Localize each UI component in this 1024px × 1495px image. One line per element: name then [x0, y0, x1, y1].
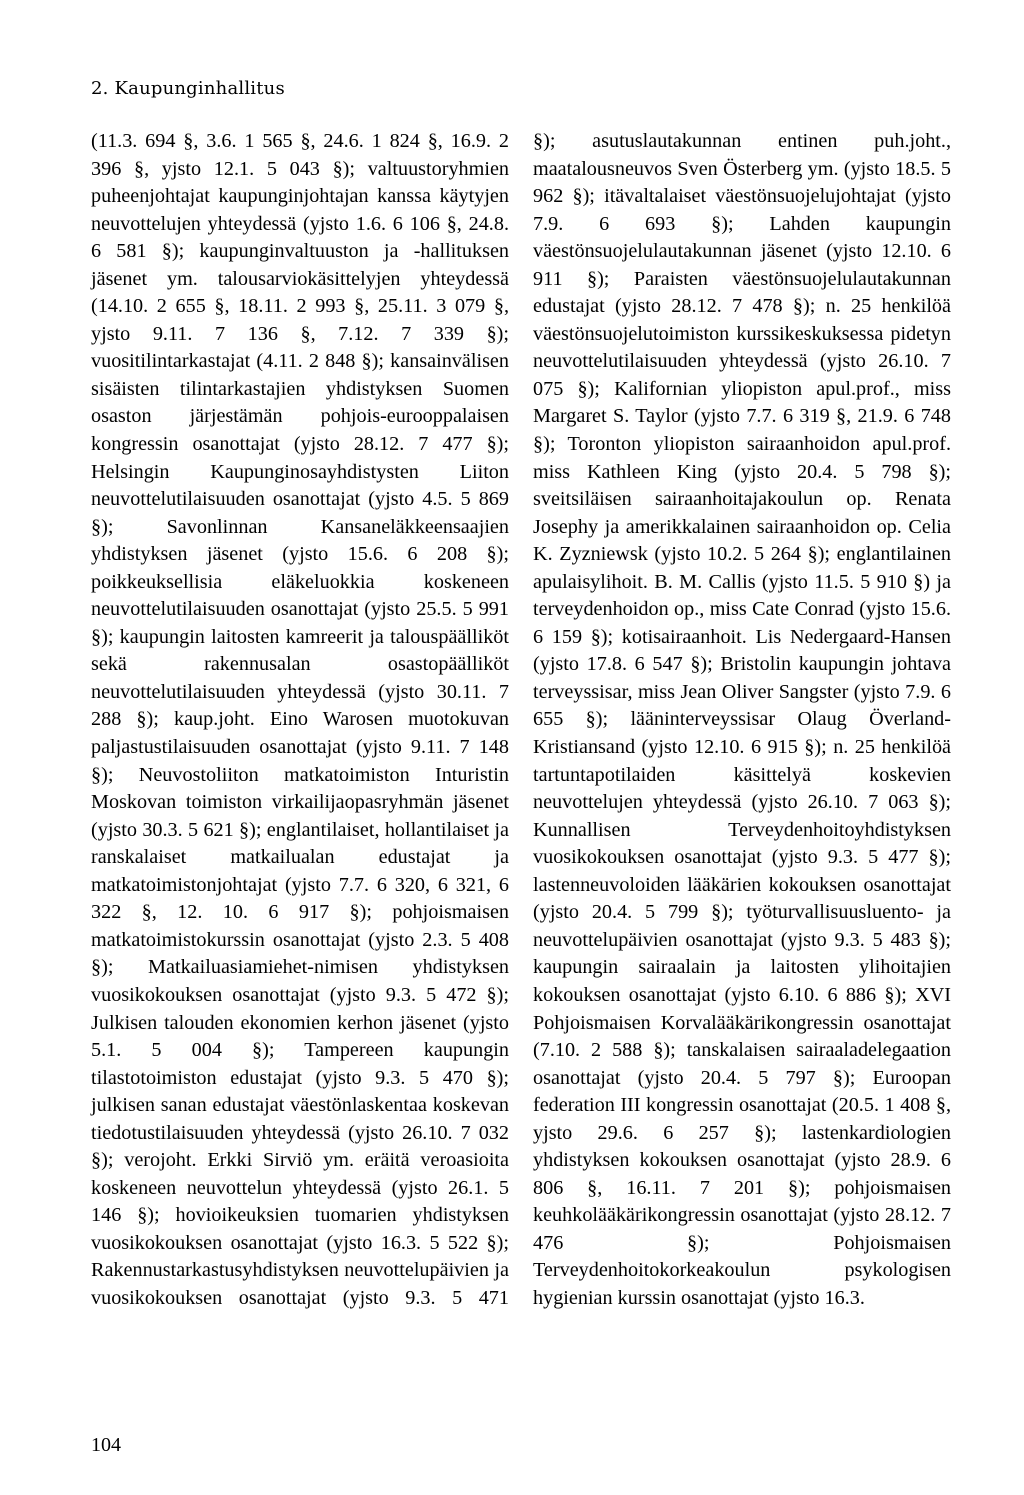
- page-number: 104: [91, 1434, 121, 1456]
- right-text-column: [533, 128, 951, 1313]
- right-column-paragraph: §); asutuslautakunnan entinen puh.joht., maatalousneuvos Sven Österberg ym. (yjsto 18.5. 5 962 §); itävaltalaiset väestönsuojelujohtajat (yjsto 7.9. 6 693 §); Lahden kaupungin väestönsuojelulautakunnan jäsenet (yjsto 12.10. 6 911 §); Paraisten väestönsuojelulautakunnan edustajat (yjsto 28.12. 7 478 §); n. 25 henkilöä väestönsuojelutoimiston kurssikeskuksessa pidetyn neuvottelutilaisuuden yhteydessä (yjsto 26.10. 7 075 §); Kalifornian yliopiston apul.prof., miss Margaret S. Taylor (yjsto 7.7. 6 319 §, 21.9. 6 748 §); Toronton yliopiston sairaanhoidon apul.prof. miss Kathleen King (yjsto 20.4. 5 798 §); sveitsiläisen sairaanhoitajakoulun op. Renata Josephy ja amerikkalainen sairaanhoidon op. Celia K. Zyzniewsk (yjsto 10.2. 5 264 §); englantilainen apulaisylihoit. B. M. Callis (yjsto 11.5. 5 910 §) ja terveydenhoidon op., miss Cate Conrad (yjsto 15.6. 6 159 §); kotisairaanhoit. Lis Nedergaard-Hansen (yjsto 17.8. 6 547 §); Bristolin kaupungin johtava terveyssisar, miss Jean Oliver Sangster (yjsto 7.9. 6 655 §); lääninterveyssisar Olaug Överland-Kristiansand (yjsto 12.10. 6 915 §); n. 25 henkilöä tartuntapotilaiden käsittelyä koskevien neuvottelujen yhteydessä (yjsto 26.10. 7 063 §); Kunnallisen Terveydenhoitoyhdistyksen vuosikokouksen osanottajat (yjsto 9.3. 5 477 §); lastenneuvoloiden lääkärien kokouksen osanottajat (yjsto 20.4. 5 799 §); työturvallisuusluento- ja neuvottelupäivien osanottajat (yjsto 9.3. 5 483 §); kaupungin sairaalain ja laitosten ylihoitajien kokouksen osanottajat (yjsto 6.10. 6 886 §); XVI Pohjoismaisen Korvalääkärikongressin osanottajat (7.10. 2 588 §); tanskalaisen sairaaladelegaation osanottajat (yjsto 20.4. 5 797 §); Euroopan federation III kongressin osanottajat (20.5. 1 408 §, yjsto 29.6. 6 257 §); lastenkardiologien yhdistyksen kokouksen osanottajat (yjsto 28.9. 6 806 §, 16.11. 7 201 §); pohjoismaisen keuhkolääkärikongressin osanottajat (yjsto 28.12. 7 476 §); Pohjoismaisen Terveydenhoitokorkeakoulun psykologisen hygienian kurssin osanottajat (yjsto 16.3.: [533, 130, 951, 1309]
- left-column-paragraph: (11.3. 694 §, 3.6. 1 565 §, 24.6. 1 824 §, 16.9. 2 396 §, yjsto 12.1. 5 043 §); valtuustoryhmien puheenjohtajat kaupunginjohtajan kanssa käytyjen neuvottelujen yhteydessä (yjsto 1.6. 6 106 §, 24.8. 6 581 §); kaupunginvaltuuston ja -hallituksen jäsenet ym. talousarviokäsittelyjen yhteydessä (14.10. 2 655 §, 18.11. 2 993 §, 25.11. 3 079 §, yjsto 9.11. 7 136 §, 7.12. 7 339 §); vuositilintarkastajat (4.11. 2 848 §); kansainvälisen sisäisten tilintarkastajien yhdistyksen Suomen osaston järjestämän pohjois-eurooppalaisen kongressin osanottajat (yjsto 28.12. 7 477 §); Helsingin Kaupunginosayhdistysten Liiton neuvottelutilaisuuden osanottajat (yjsto 4.5. 5 869 §); Savonlinnan Kansaneläkkeensaajien yhdistyksen jäsenet (yjsto 15.6. 6 208 §); poikkeuksellisia eläkeluokkia koskeneen neuvottelutilaisuuden osanottajat (yjsto 25.5. 5 991 §); kaupungin laitosten kamreerit ja talouspäälliköt sekä rakennusalan osastopäälliköt neuvottelutilaisuuden yhteydessä (yjsto 30.11. 7 288 §); kaup.joht. Eino Warosen muotokuvan paljastustilaisuuden osanottajat (yjsto 9.11. 7 148 §); Neuvostoliiton matkatoimiston Inturistin Moskovan toimiston virkailijaopasryhmän jäsenet (yjsto 30.3. 5 621 §); englantilaiset, hollantilaiset ja ranskalaiset matkailualan edustajat ja matkatoimistonjohtajat (yjsto 7.7. 6 320, 6 321, 6 322 §, 12. 10. 6 917 §); pohjoismaisen matkatoimistokurssin osanottajat (yjsto 2.3. 5 408 §); Matkailuasiamiehet-nimisen yhdistyksen vuosikokouksen osanottajat (yjsto 9.3. 5 472 §); Julkisen talouden ekonomien kerhon jäsenet (yjsto 5.1. 5 004 §); Tampereen kaupungin tilastotoimiston edustajat (yjsto 9.3. 5 470 §); julkisen sanan edustajat väestönlaskentaa koskevan tiedotustilaisuuden yhteydessä (yjsto 26.10. 7 032 §); verojoht. Erkki Sirviö ym. eräitä veroasioita koskeneen neuvottelun yhteydessä (yjsto 26.1. 5 146 §); hovioikeuksien tuomarien yhdistyksen vuosikokouksen osanottajat (yjsto 16.3. 5 522 §); Rakennustarkastusyhdistyksen neuvottelupäivien ja vuosikokouksen osanottajat (yjsto 9.3. 5 471: [91, 130, 509, 1309]
- running-header: 2. Kaupunginhallitus: [91, 78, 285, 99]
- left-text-column: [91, 128, 509, 1313]
